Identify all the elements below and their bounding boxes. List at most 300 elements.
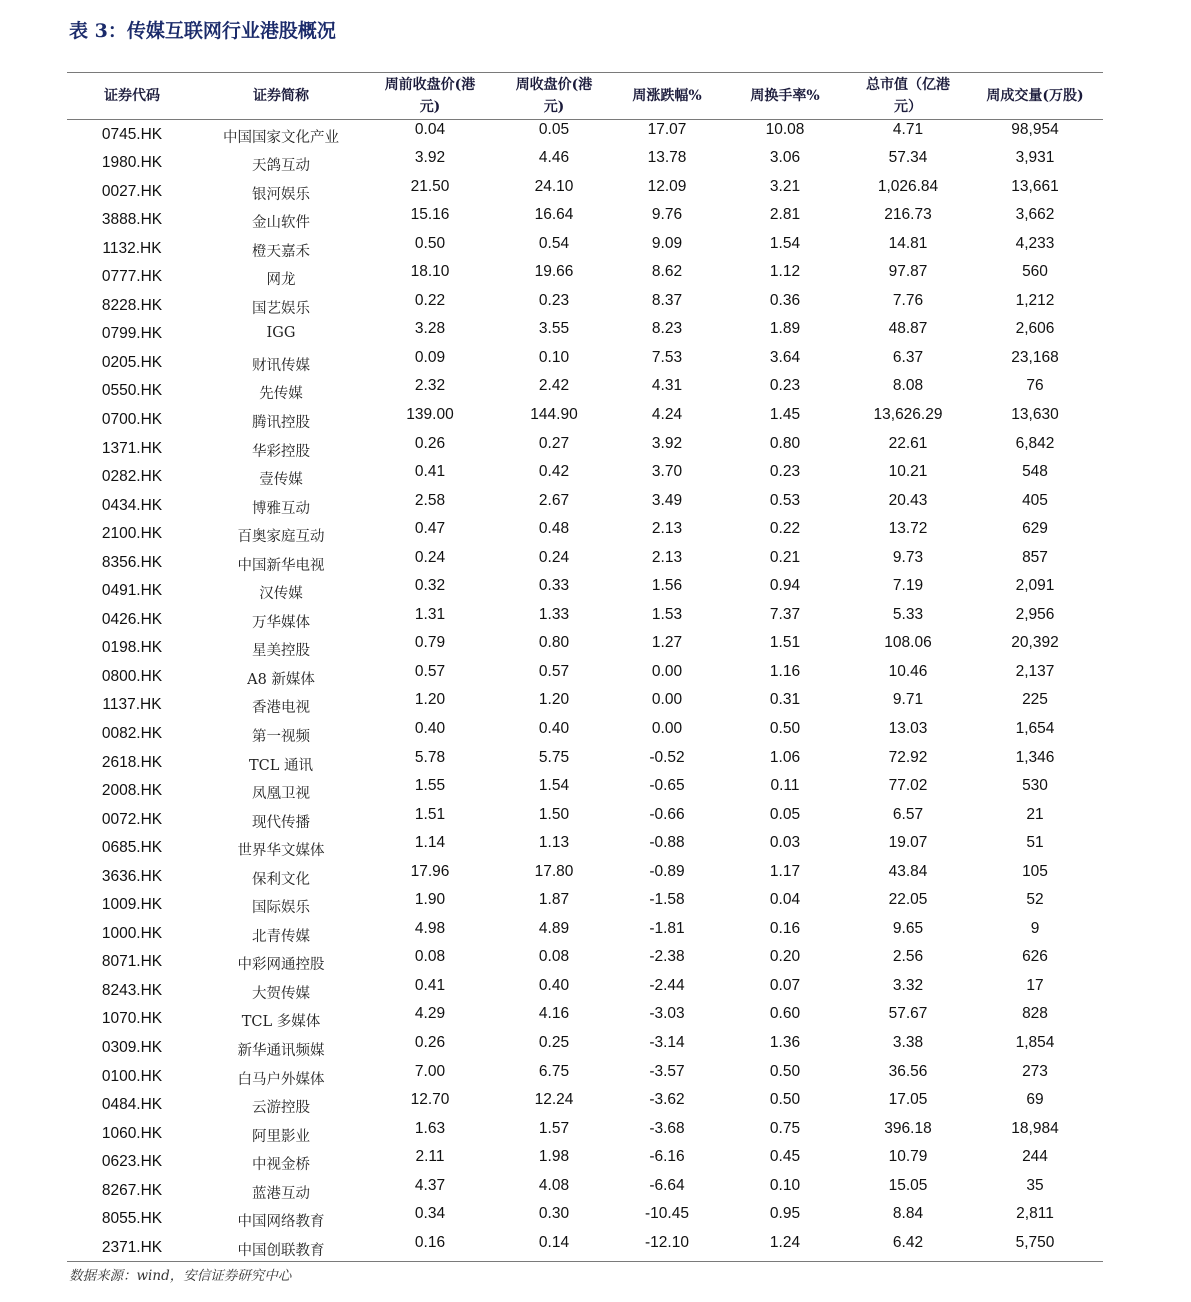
table-row [67,919,1103,948]
code-cell: 1980.HK [101,154,163,172]
close-cell: 0.33 [538,577,570,595]
table-row [67,662,1103,691]
name-cell: 天鸽互动 [252,158,310,175]
table-row [67,234,1103,263]
change-pct-cell: -10.45 [645,1205,689,1223]
volume-cell: 560 [1022,263,1048,281]
name-cell: 汉传媒 [259,586,303,603]
code-cell: 2100.HK [101,525,163,543]
table-row [67,605,1103,634]
market-cap-cell: 17.05 [888,1091,928,1109]
table-row [67,462,1103,491]
prev-close-cell: 2.11 [415,1148,445,1166]
name-cell: 新华通讯频媒 [237,1043,325,1059]
table-header [67,73,1103,120]
change-pct-cell: 8.37 [651,291,683,309]
volume-cell: 2,091 [1015,577,1055,595]
close-cell: 0.14 [495,1233,613,1262]
prev-close-cell: 7.00 [414,1062,446,1080]
close-cell: 6.75 [538,1062,570,1080]
market-cap-cell: 3.38 [892,1034,924,1051]
code-cell: 0282.HK [101,468,163,486]
market-cap-cell: 13,626.29 [873,405,943,423]
table-row [67,1176,1103,1205]
name-cell: 银河娱乐 [252,186,310,203]
prev-close-cell: 3.92 [414,149,446,167]
code-cell: 0426.HK [101,610,163,628]
close-cell: 19.66 [534,263,574,281]
prev-close-cell: 5.78 [414,748,446,766]
code-cell: 0777.HK [101,268,163,286]
volume-cell: 76 [1026,377,1044,395]
volume-cell: 548 [1022,463,1048,481]
table-row [67,491,1103,520]
close-cell: 0.40 [538,719,570,737]
change-pct-cell: 8.23 [651,320,683,338]
table-row [67,690,1103,719]
table-row [67,976,1103,1005]
close-cell: 4.08 [538,1176,570,1194]
table-row [67,205,1103,234]
market-cap-cell: 13.72 [888,520,928,538]
table-row [67,576,1103,605]
market-cap-cell: 36.56 [888,1062,928,1080]
turnover-cell: 0.60 [769,1005,801,1023]
prev-close-cell: 1.63 [414,1119,446,1137]
close-cell: 0.42 [538,463,570,481]
turnover-cell: 0.07 [769,976,801,994]
volume-cell: 2,606 [1015,320,1055,338]
code-cell: 0205.HK [101,353,163,371]
change-pct-cell: -1.81 [649,919,685,937]
market-cap-cell: 108.06 [884,634,932,652]
name-cell: 财讯传媒 [252,357,310,374]
code-cell: 1371.HK [101,439,163,457]
hk-stock-table-container [67,72,1103,1262]
turnover-cell: 0.04 [769,891,801,909]
change-pct-cell: -2.38 [649,948,685,966]
name-cell: 金山软件 [252,215,310,232]
table-row [67,890,1103,919]
market-cap-cell: 43.84 [888,862,928,880]
code-cell: 0799.HK [101,325,163,343]
table-row [67,1233,1103,1262]
column-header [613,73,721,120]
column-header-line1: 总市值（亿港 [866,77,950,93]
close-cell: 1.98 [538,1148,570,1166]
code-cell: 1009.HK [101,896,163,914]
code-cell: 1060.HK [101,1124,163,1142]
volume-cell: 17 [1026,976,1044,994]
turnover-cell: 0.94 [769,577,801,595]
turnover-cell: 1.16 [769,662,801,680]
name-cell: 北青传媒 [252,928,310,945]
market-cap-cell: 1,026.84 [877,177,939,195]
column-header [365,73,495,120]
turnover-cell: 0.23 [769,377,801,395]
turnover-cell: 3.06 [769,149,801,167]
volume-cell: 13,661 [1011,177,1059,195]
turnover-cell: 0.10 [769,1176,801,1194]
market-cap-cell: 7.76 [892,291,924,309]
turnover-cell: 1.54 [769,234,801,252]
name-cell: TCL 多媒体 [241,1014,321,1031]
turnover-cell: 0.20 [769,948,801,966]
market-cap-cell: 77.02 [888,777,928,795]
turnover-cell: 0.50 [769,719,801,737]
name-cell: 先传媒 [259,386,303,403]
table-row [67,405,1103,434]
volume-cell: 225 [1022,691,1048,709]
turnover-cell: 0.95 [769,1205,801,1223]
market-cap-cell: 10.21 [888,463,928,481]
name-cell: 壹传媒 [259,472,303,489]
close-cell: 0.48 [538,520,570,538]
change-pct-cell: -12.10 [613,1233,721,1262]
market-cap-cell: 14.81 [888,234,928,252]
table-row [67,148,1103,177]
prev-close-cell: 0.16 [365,1233,495,1262]
name-cell: 现代传播 [252,814,310,831]
code-cell: 0309.HK [101,1039,163,1056]
volume-cell: 1,654 [1015,719,1055,737]
name-cell: 中国国家文化产业 [223,130,339,146]
market-cap-cell: 10.79 [888,1148,928,1166]
prev-close-cell: 0.09 [414,348,446,366]
code-cell: 8228.HK [101,296,163,314]
close-cell: 1.57 [538,1119,570,1137]
code-cell: 0100.HK [101,1067,163,1085]
name-cell: 凤凰卫视 [252,786,310,803]
volume-cell: 405 [1022,491,1048,509]
name-cell: 香港电视 [252,700,310,717]
turnover-cell: 2.81 [769,206,801,224]
close-cell: 4.16 [538,1005,570,1023]
volume-cell: 21 [1026,805,1044,823]
close-cell: 0.10 [538,348,570,366]
change-pct-cell: -3.68 [649,1119,685,1137]
volume-cell: 1,212 [1015,291,1055,309]
volume-cell: 18,984 [1011,1119,1059,1137]
volume-cell: 3,662 [1015,206,1055,224]
market-cap-cell: 13.03 [888,719,928,737]
prev-close-cell: 1.51 [414,805,446,823]
volume-cell: 105 [1022,862,1048,880]
column-header-line2: 元) [419,99,441,115]
table-row [67,776,1103,805]
close-cell: 0.40 [538,976,570,994]
name-cell: 中国创联教育 [197,1233,365,1262]
name-cell: 万华媒体 [252,614,310,631]
name-cell: 大贺传媒 [252,985,310,1002]
column-header [67,73,197,120]
prev-close-cell: 0.57 [414,662,446,680]
turnover-cell: 7.37 [769,605,801,623]
turnover-cell: 1.17 [769,862,801,880]
close-cell: 1.50 [538,805,570,823]
change-pct-cell: -6.16 [649,1148,685,1166]
close-cell: 1.33 [538,605,570,623]
name-cell: 第一视频 [252,728,310,745]
volume-cell: 828 [1022,1005,1048,1023]
change-pct-cell: 1.53 [651,605,683,623]
market-cap-cell: 72.92 [888,748,928,766]
turnover-cell: 0.75 [769,1119,801,1137]
column-header-line1: 周前收盘价(港 [384,77,476,93]
prev-close-cell: 1.90 [414,891,446,909]
table-row [67,1033,1103,1062]
code-cell: 1000.HK [101,924,163,942]
name-cell: 白马户外媒体 [237,1071,325,1088]
name-cell: 蓝港互动 [252,1185,310,1202]
volume-cell: 629 [1022,520,1048,538]
code-cell: 0082.HK [101,724,163,742]
market-cap-cell: 6.42 [849,1233,967,1262]
prev-close-cell: 0.04 [414,121,446,138]
table-title: 表 3：传媒互联网行业港股概况 [69,20,336,42]
market-cap-cell: 15.05 [888,1176,928,1194]
code-cell: 0800.HK [101,667,163,685]
prev-close-cell: 1.20 [414,691,446,709]
column-header [721,73,849,120]
change-pct-cell: 12.09 [647,177,687,195]
change-pct-cell: -0.52 [649,748,685,766]
market-cap-cell: 216.73 [884,206,932,224]
name-cell: 阿里影业 [252,1128,310,1145]
code-cell: 1137.HK [102,696,162,714]
column-header [197,73,365,120]
name-cell: IGG [266,325,296,342]
close-cell: 1.20 [538,691,570,709]
prev-close-cell: 0.22 [414,291,446,309]
close-cell: 0.80 [538,634,570,652]
market-cap-cell: 57.67 [888,1005,928,1023]
prev-close-cell: 0.47 [414,520,446,538]
table-row [67,1062,1103,1091]
code-cell: 3888.HK [101,211,163,229]
change-pct-cell: 2.13 [651,548,683,566]
market-cap-cell: 22.05 [888,891,928,909]
prev-close-cell: 2.58 [414,491,446,509]
code-cell: 8055.HK [101,1210,163,1228]
code-cell: 0623.HK [101,1153,163,1171]
prev-close-cell: 17.96 [410,862,450,880]
data-source-note: 数据来源：wind，安信证券研究中心 [69,1268,292,1284]
volume-cell: 20,392 [1011,634,1059,652]
turnover-cell: 0.36 [769,291,801,309]
prev-close-cell: 0.24 [414,548,446,566]
volume-cell: 2,956 [1015,605,1055,623]
prev-close-cell: 15.16 [410,206,450,224]
column-header-line2: 元) [543,99,565,115]
code-cell: 0027.HK [101,182,163,200]
volume-cell: 626 [1022,948,1048,966]
change-pct-cell: 3.49 [651,491,683,509]
close-cell: 12.24 [534,1091,574,1109]
code-cell: 2371.HK [67,1233,197,1262]
code-cell: 0491.HK [101,582,163,600]
turnover-cell: 0.53 [769,491,801,509]
turnover-cell: 0.03 [769,834,801,852]
market-cap-cell: 8.84 [892,1205,924,1223]
turnover-cell: 1.45 [769,405,801,423]
code-cell: 8356.HK [101,553,163,571]
table-row [67,862,1103,891]
prev-close-cell: 4.29 [414,1005,446,1023]
volume-cell: 13,630 [1011,405,1059,423]
close-cell: 0.57 [538,662,570,680]
change-pct-cell: 17.07 [647,121,687,138]
code-cell: 2618.HK [101,753,163,771]
name-cell: 网龙 [266,272,296,289]
table-row [67,519,1103,548]
name-cell: 星美控股 [252,643,310,660]
turnover-cell: 0.11 [770,777,800,795]
close-cell: 3.55 [538,320,570,338]
market-cap-cell: 9.73 [892,548,924,566]
volume-cell: 273 [1022,1062,1048,1080]
change-pct-cell: -3.57 [649,1062,685,1080]
column-header [967,73,1103,120]
market-cap-cell: 3.32 [892,976,924,994]
change-pct-cell: 0.00 [651,719,683,737]
volume-cell: 1,854 [1015,1034,1055,1051]
market-cap-cell: 4.71 [892,121,924,138]
code-cell: 8267.HK [101,1181,163,1199]
turnover-cell: 0.31 [769,691,801,709]
prev-close-cell: 0.32 [414,577,446,595]
volume-cell: 244 [1022,1148,1048,1166]
prev-close-cell: 139.00 [406,405,454,423]
change-pct-cell: 0.00 [651,662,683,680]
code-cell: 0700.HK [101,410,163,428]
code-cell: 0072.HK [101,810,163,828]
change-pct-cell: 9.76 [651,206,683,224]
prev-close-cell: 1.31 [414,605,446,623]
name-cell: 云游控股 [252,1100,310,1117]
name-cell: 中国新华电视 [237,557,325,574]
code-cell: 0434.HK [101,496,163,514]
code-cell: 0484.HK [101,1096,163,1114]
name-cell: 博雅互动 [252,500,310,517]
change-pct-cell: 2.13 [651,520,683,538]
table-body [67,120,1103,1262]
volume-cell: 51 [1026,834,1044,852]
close-cell: 4.89 [538,919,570,937]
name-cell: TCL 通讯 [248,757,313,774]
turnover-cell: 1.89 [769,320,801,338]
market-cap-cell: 48.87 [888,320,928,338]
close-cell: 0.23 [538,291,570,309]
close-cell: 4.46 [538,149,570,167]
prev-close-cell: 3.28 [414,320,446,338]
header-row [67,73,1103,120]
change-pct-cell: -0.65 [649,777,685,795]
volume-cell: 1,346 [1015,748,1055,766]
turnover-cell: 10.08 [765,121,805,138]
volume-cell: 2,137 [1015,662,1055,680]
volume-cell: 2,811 [1016,1205,1054,1223]
turnover-cell: 0.23 [769,463,801,481]
column-header-line2: 元） [894,99,922,115]
code-cell: 1070.HK [101,1010,163,1028]
column-header-line1: 周收盘价(港 [515,77,593,93]
hk-stock-table [67,72,1103,1262]
prev-close-cell: 0.08 [414,948,446,966]
table-row [67,434,1103,463]
close-cell: 1.54 [538,777,570,795]
market-cap-cell: 20.43 [888,491,928,509]
turnover-cell: 3.64 [769,348,801,366]
market-cap-cell: 22.61 [888,434,928,452]
prev-close-cell: 0.40 [414,719,446,737]
change-pct-cell: 8.62 [651,263,683,281]
change-pct-cell: 13.78 [647,149,687,167]
prev-close-cell: 4.98 [414,919,446,937]
turnover-cell: 0.50 [769,1062,801,1080]
code-cell: 1132.HK [102,239,162,257]
name-cell: 华彩控股 [252,443,310,460]
name-cell: 中彩网通控股 [237,957,325,974]
prev-close-cell: 21.50 [410,177,450,195]
change-pct-cell: 1.27 [651,634,683,652]
prev-close-cell: 0.41 [414,463,446,481]
market-cap-cell: 7.19 [892,577,924,595]
table-row [67,1090,1103,1119]
name-cell: 中国网络教育 [237,1214,325,1231]
table-row [67,1147,1103,1176]
table-row [67,120,1103,149]
market-cap-cell: 6.37 [892,348,924,366]
turnover-cell: 0.22 [769,520,801,538]
change-pct-cell: 1.56 [651,577,683,595]
prev-close-cell: 0.34 [414,1205,446,1223]
turnover-cell: 0.16 [769,919,801,937]
prev-close-cell: 4.37 [414,1176,446,1194]
volume-cell: 857 [1022,548,1048,566]
market-cap-cell: 5.33 [892,605,924,623]
change-pct-cell: 4.31 [651,377,683,395]
turnover-cell: 1.06 [769,748,801,766]
name-cell: 国艺娱乐 [252,300,310,317]
turnover-cell: 3.21 [769,177,801,195]
table-row [67,291,1103,320]
name-cell: A8 新媒体 [247,671,315,688]
table-row [67,719,1103,748]
volume-cell: 23,168 [1011,348,1059,366]
code-cell: 8071.HK [101,953,163,971]
table-row [67,348,1103,377]
market-cap-cell: 8.08 [892,377,924,395]
name-cell: 中视金桥 [252,1157,310,1174]
volume-cell: 52 [1026,891,1044,909]
table-row [67,805,1103,834]
code-cell: 0685.HK [101,839,163,857]
code-cell: 0198.HK [101,639,163,657]
turnover-cell: 0.05 [769,805,801,823]
column-header-line1: 证券简称 [253,88,309,104]
close-cell: 0.08 [538,948,570,966]
table-row [67,1119,1103,1148]
change-pct-cell: -0.88 [649,834,685,852]
market-cap-cell: 97.87 [888,263,928,281]
volume-cell: 35 [1026,1176,1044,1194]
column-header [495,73,613,120]
close-cell: 24.10 [534,177,574,195]
prev-close-cell: 0.79 [414,634,446,652]
prev-close-cell: 2.32 [414,377,446,395]
change-pct-cell: 3.70 [651,463,683,481]
